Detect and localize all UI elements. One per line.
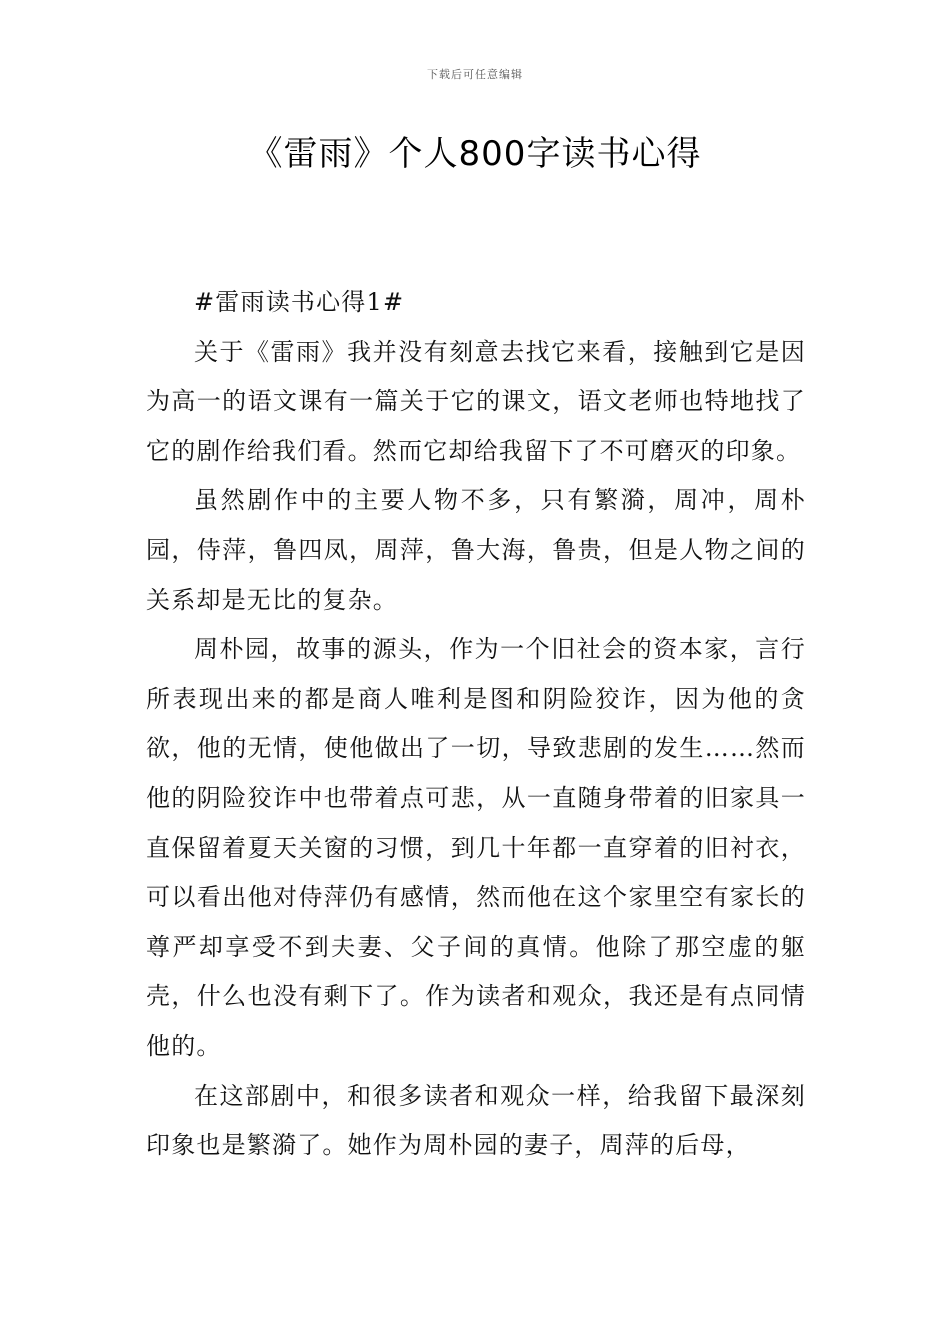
- paragraph: 虽然剧作中的主要人物不多，只有繁漪，周冲，周朴园，侍萍，鲁四凤，周萍，鲁大海，鲁贵，但是人物之间的关系却是无比的复杂。: [146, 486, 806, 614]
- section-heading: #雷雨读书心得1#: [194, 288, 405, 316]
- document-title: 《雷雨》个人800字读书心得: [248, 134, 702, 174]
- paragraph: 周朴园，故事的源头，作为一个旧社会的资本家，言行所表现出来的都是商人唯利是图和阴险狡诈，因为他的贪欲，他的无情，使他做出了一切，导致悲剧的发生……然而他的阴险狡诈中也带着点可悲，从一直随身带着的旧家具一直保留着夏天关窗的习惯，到几十年都一直穿着的旧衬衣，可以看出他对侍萍仍有感情，然而他在这个家里空有家长的尊严却享受不到夫妻、父子间的真情。他除了那空虚的躯壳，什么也没有剩下了。作为读者和观众，我还是有点同情他的。: [146, 635, 806, 1060]
- document-body: [146, 278, 806, 1171]
- header-note: 下载后可任意编辑: [427, 68, 523, 81]
- paragraph: 在这部剧中，和很多读者和观众一样，给我留下最深刻印象也是繁漪了。她作为周朴园的妻子，周萍的后母，: [146, 1081, 806, 1160]
- paragraph: 关于《雷雨》我并没有刻意去找它来看，接触到它是因为高一的语文课有一篇关于它的课文，语文老师也特地找了它的剧作给我们看。然而它却给我留下了不可磨灭的印象。: [146, 337, 806, 465]
